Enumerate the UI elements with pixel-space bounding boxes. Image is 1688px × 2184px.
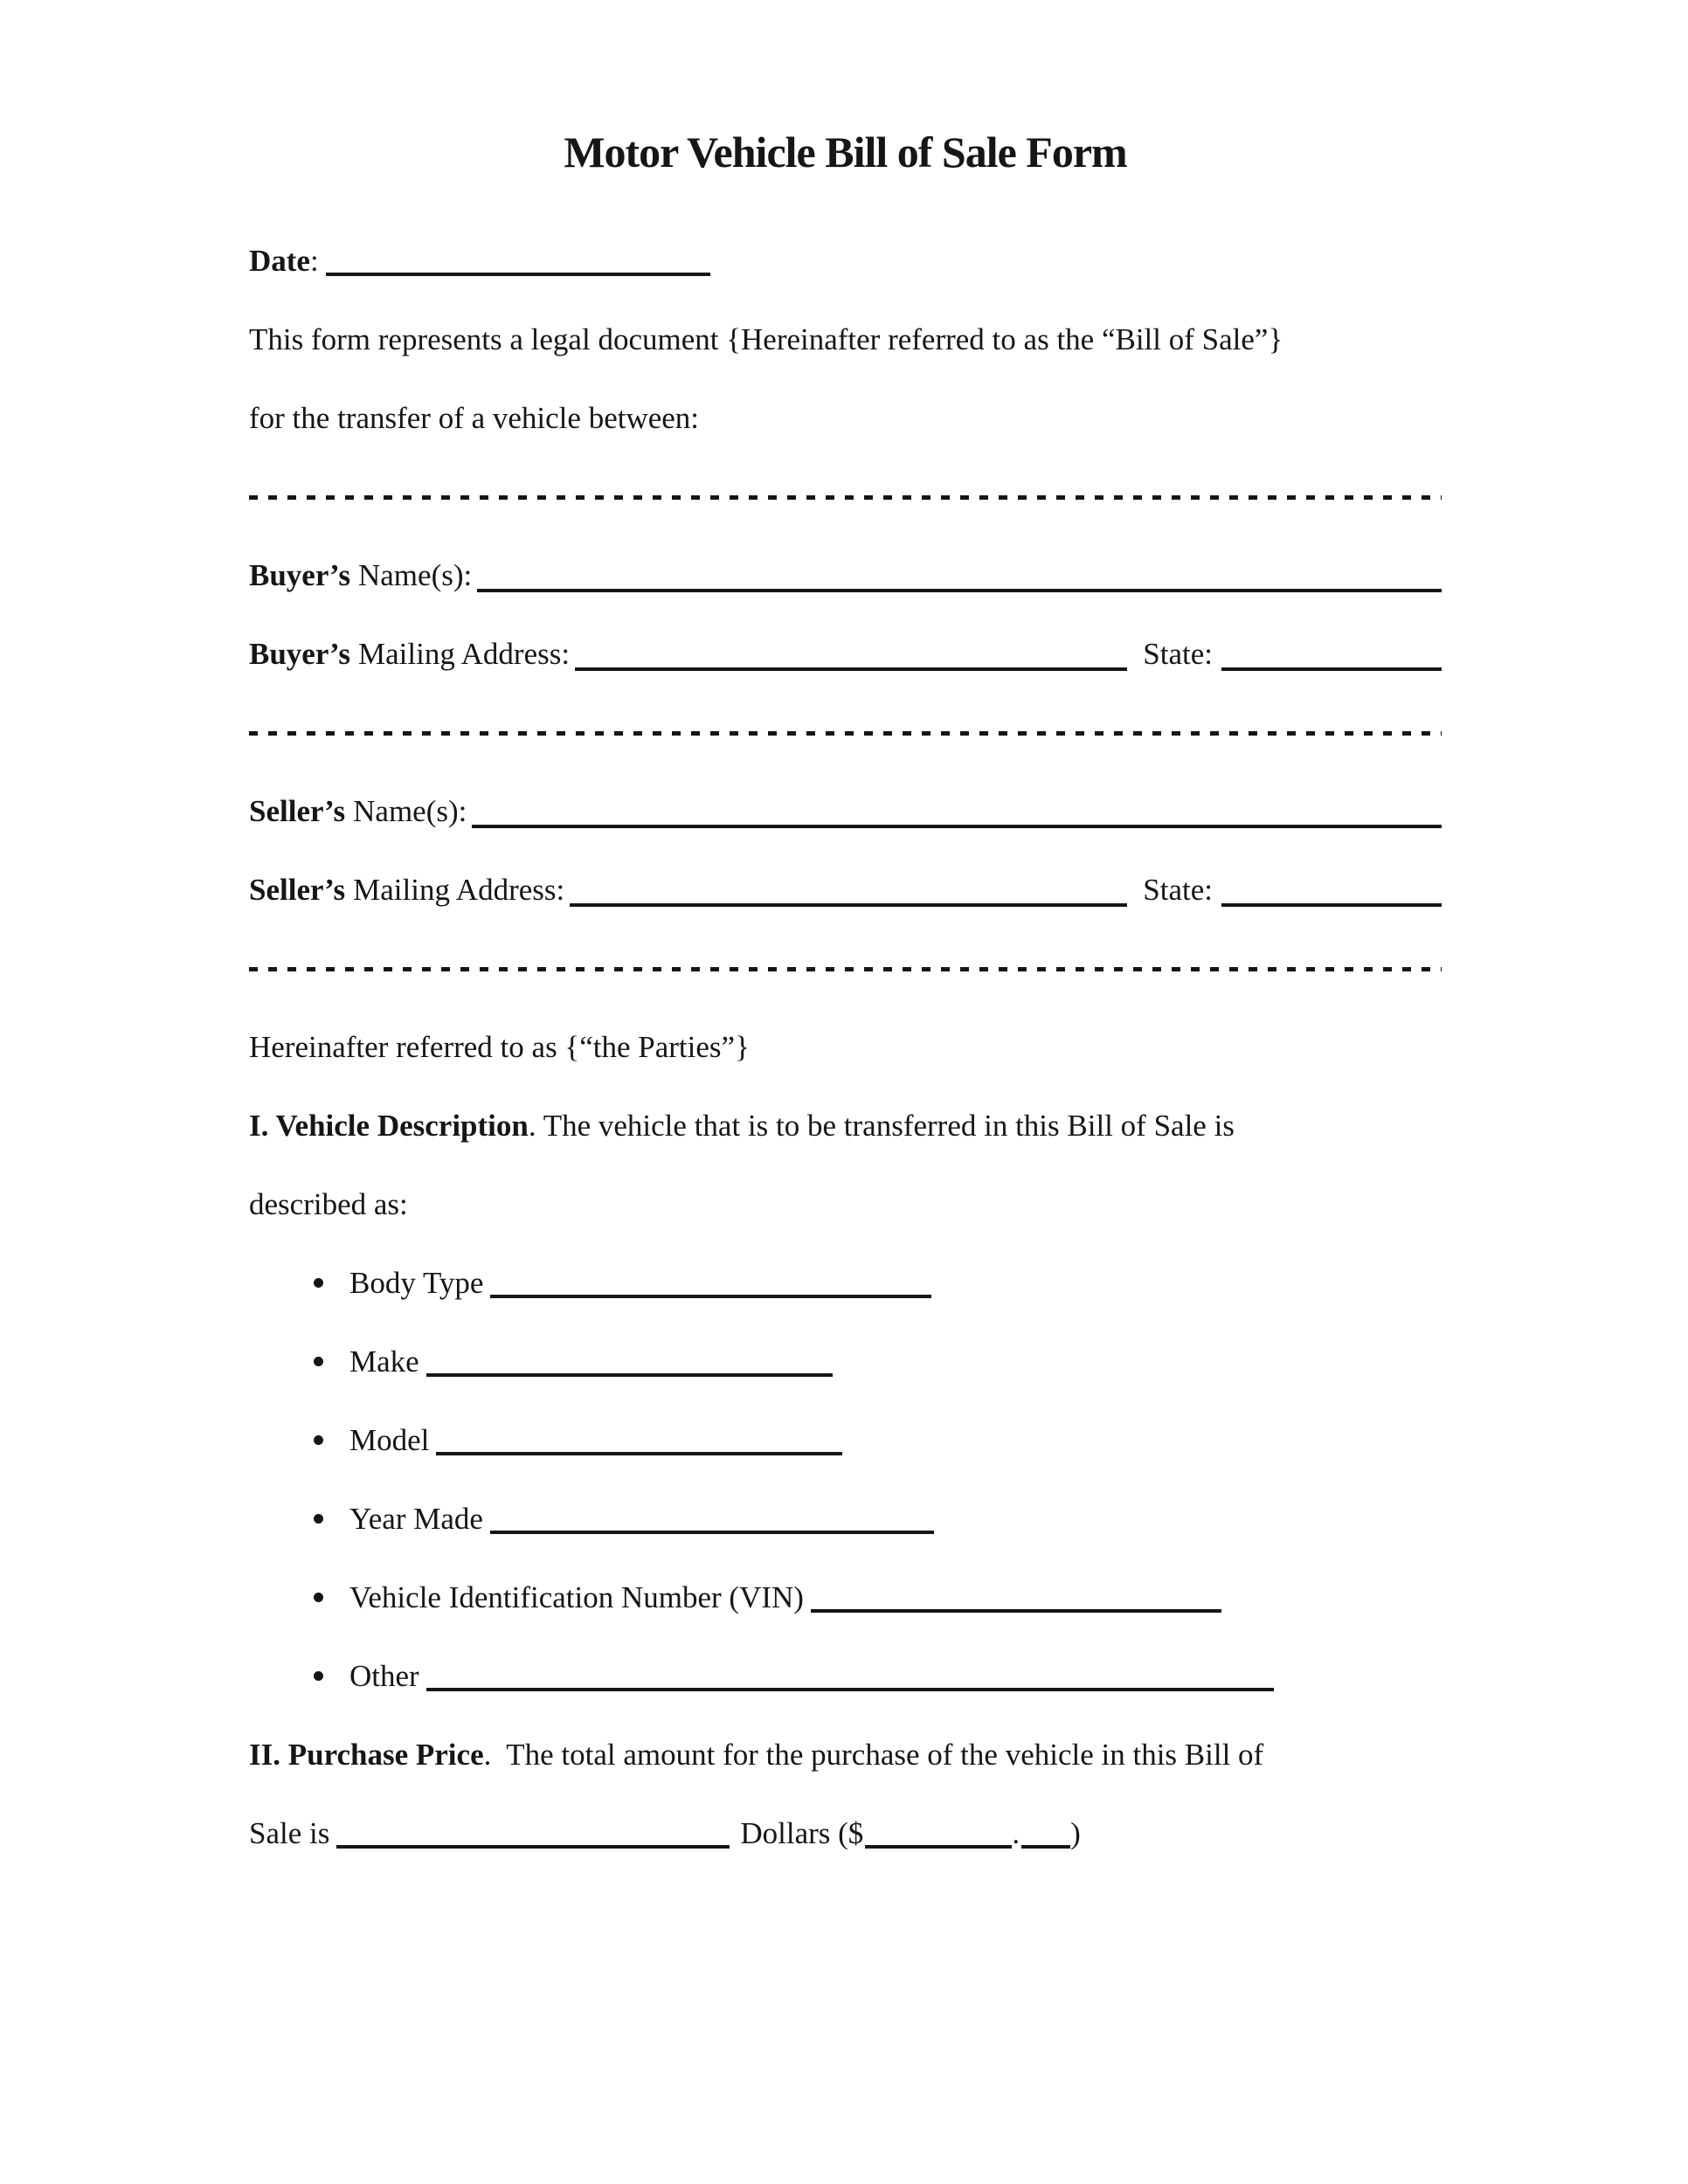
- year-made-label: Year Made: [349, 1502, 483, 1536]
- year-made-blank[interactable]: [490, 1531, 934, 1534]
- buyer-name-line: [249, 536, 1442, 615]
- dashed-separator: [249, 694, 1442, 772]
- bullet-vin: [249, 1559, 1442, 1637]
- buyer-state-blank[interactable]: [1221, 667, 1442, 671]
- vin-blank[interactable]: [811, 1609, 1221, 1613]
- body-type-label: Body Type: [349, 1266, 484, 1300]
- price-cents-blank[interactable]: [1021, 1845, 1070, 1849]
- make-label: Make: [349, 1344, 419, 1379]
- buyer-state-label: State:: [1143, 637, 1213, 671]
- seller-name-label: Name(s):: [353, 794, 467, 828]
- bullet-dot-icon: [314, 1278, 323, 1288]
- bullet-dot-icon: [314, 1357, 323, 1366]
- vehicle-section-heading: I. Vehicle Description: [249, 1109, 529, 1143]
- dashed-rule: [249, 495, 1442, 500]
- bullet-other: [249, 1637, 1442, 1716]
- bullet-dot-icon: [314, 1593, 323, 1602]
- buyer-address-line: [249, 615, 1442, 694]
- dollars-label: Dollars ($: [740, 1816, 864, 1850]
- price-section-heading-line: [249, 1716, 1442, 1794]
- close-paren: ): [1070, 1816, 1081, 1850]
- body-type-blank[interactable]: [490, 1295, 931, 1298]
- date-line: [249, 222, 1442, 301]
- seller-address-line: [249, 851, 1442, 930]
- buyer-address-label: Mailing Address:: [358, 637, 571, 671]
- model-blank[interactable]: [436, 1452, 842, 1455]
- dashed-separator: [249, 930, 1442, 1008]
- date-blank[interactable]: [326, 273, 710, 276]
- price-words-blank[interactable]: [336, 1845, 730, 1849]
- dashed-separator: [249, 458, 1442, 536]
- seller-address-blank[interactable]: [570, 903, 1127, 907]
- price-section-line-2: [249, 1794, 1442, 1873]
- bullet-model: [249, 1401, 1442, 1480]
- buyer-address-blank[interactable]: [575, 667, 1127, 671]
- bullet-year-made: [249, 1480, 1442, 1559]
- seller-name-line: [249, 772, 1442, 851]
- price-dollars-blank[interactable]: [865, 1845, 1012, 1849]
- seller-address-label: Mailing Address:: [353, 873, 565, 907]
- bullet-dot-icon: [314, 1671, 323, 1681]
- seller-name-blank[interactable]: [472, 825, 1442, 828]
- page-title: Motor Vehicle Bill of Sale Form: [564, 128, 1127, 176]
- buyer-address-bold: Buyer’s: [249, 637, 350, 671]
- parties-line: Hereinafter referred to as {“the Parties”}: [249, 1030, 750, 1064]
- price-section-heading: II. Purchase Price: [249, 1738, 484, 1772]
- vehicle-section-heading-line: [249, 1087, 1442, 1165]
- intro-line-1: This form represents a legal document {Hereinafter referred to as the “Bill of Sale”}: [249, 322, 1283, 356]
- bullet-make: [249, 1323, 1442, 1401]
- price-section-heading-rest: . The total amount for the purchase of the vehicle in this Bill of: [483, 1738, 1264, 1772]
- seller-address-bold: Seller’s: [249, 873, 346, 907]
- bullet-dot-icon: [314, 1435, 323, 1445]
- other-blank[interactable]: [426, 1688, 1274, 1691]
- bullet-dot-icon: [314, 1514, 323, 1524]
- vehicle-section-heading-rest: . The vehicle that is to be transferred in this Bill of Sale is: [528, 1109, 1235, 1143]
- seller-name-bold: Seller’s: [249, 794, 346, 828]
- date-colon: :: [309, 244, 319, 278]
- dashed-rule: [249, 967, 1442, 971]
- model-label: Model: [349, 1423, 430, 1457]
- decimal-point: .: [1012, 1816, 1020, 1850]
- date-label: Date: [249, 244, 310, 278]
- vehicle-section-line-2: described as:: [249, 1187, 408, 1221]
- dashed-rule: [249, 731, 1442, 736]
- sale-is-label: Sale is: [249, 1816, 330, 1850]
- buyer-name-blank[interactable]: [477, 589, 1442, 592]
- other-label: Other: [349, 1659, 419, 1693]
- vin-label: Vehicle Identification Number (VIN): [349, 1580, 804, 1614]
- seller-state-label: State:: [1143, 873, 1213, 907]
- buyer-name-bold: Buyer’s: [249, 558, 350, 592]
- make-blank[interactable]: [426, 1373, 833, 1377]
- bullet-body-type: [249, 1244, 1442, 1323]
- seller-state-blank[interactable]: [1221, 903, 1442, 907]
- buyer-name-label: Name(s):: [358, 558, 473, 592]
- intro-line-2: for the transfer of a vehicle between:: [249, 401, 700, 435]
